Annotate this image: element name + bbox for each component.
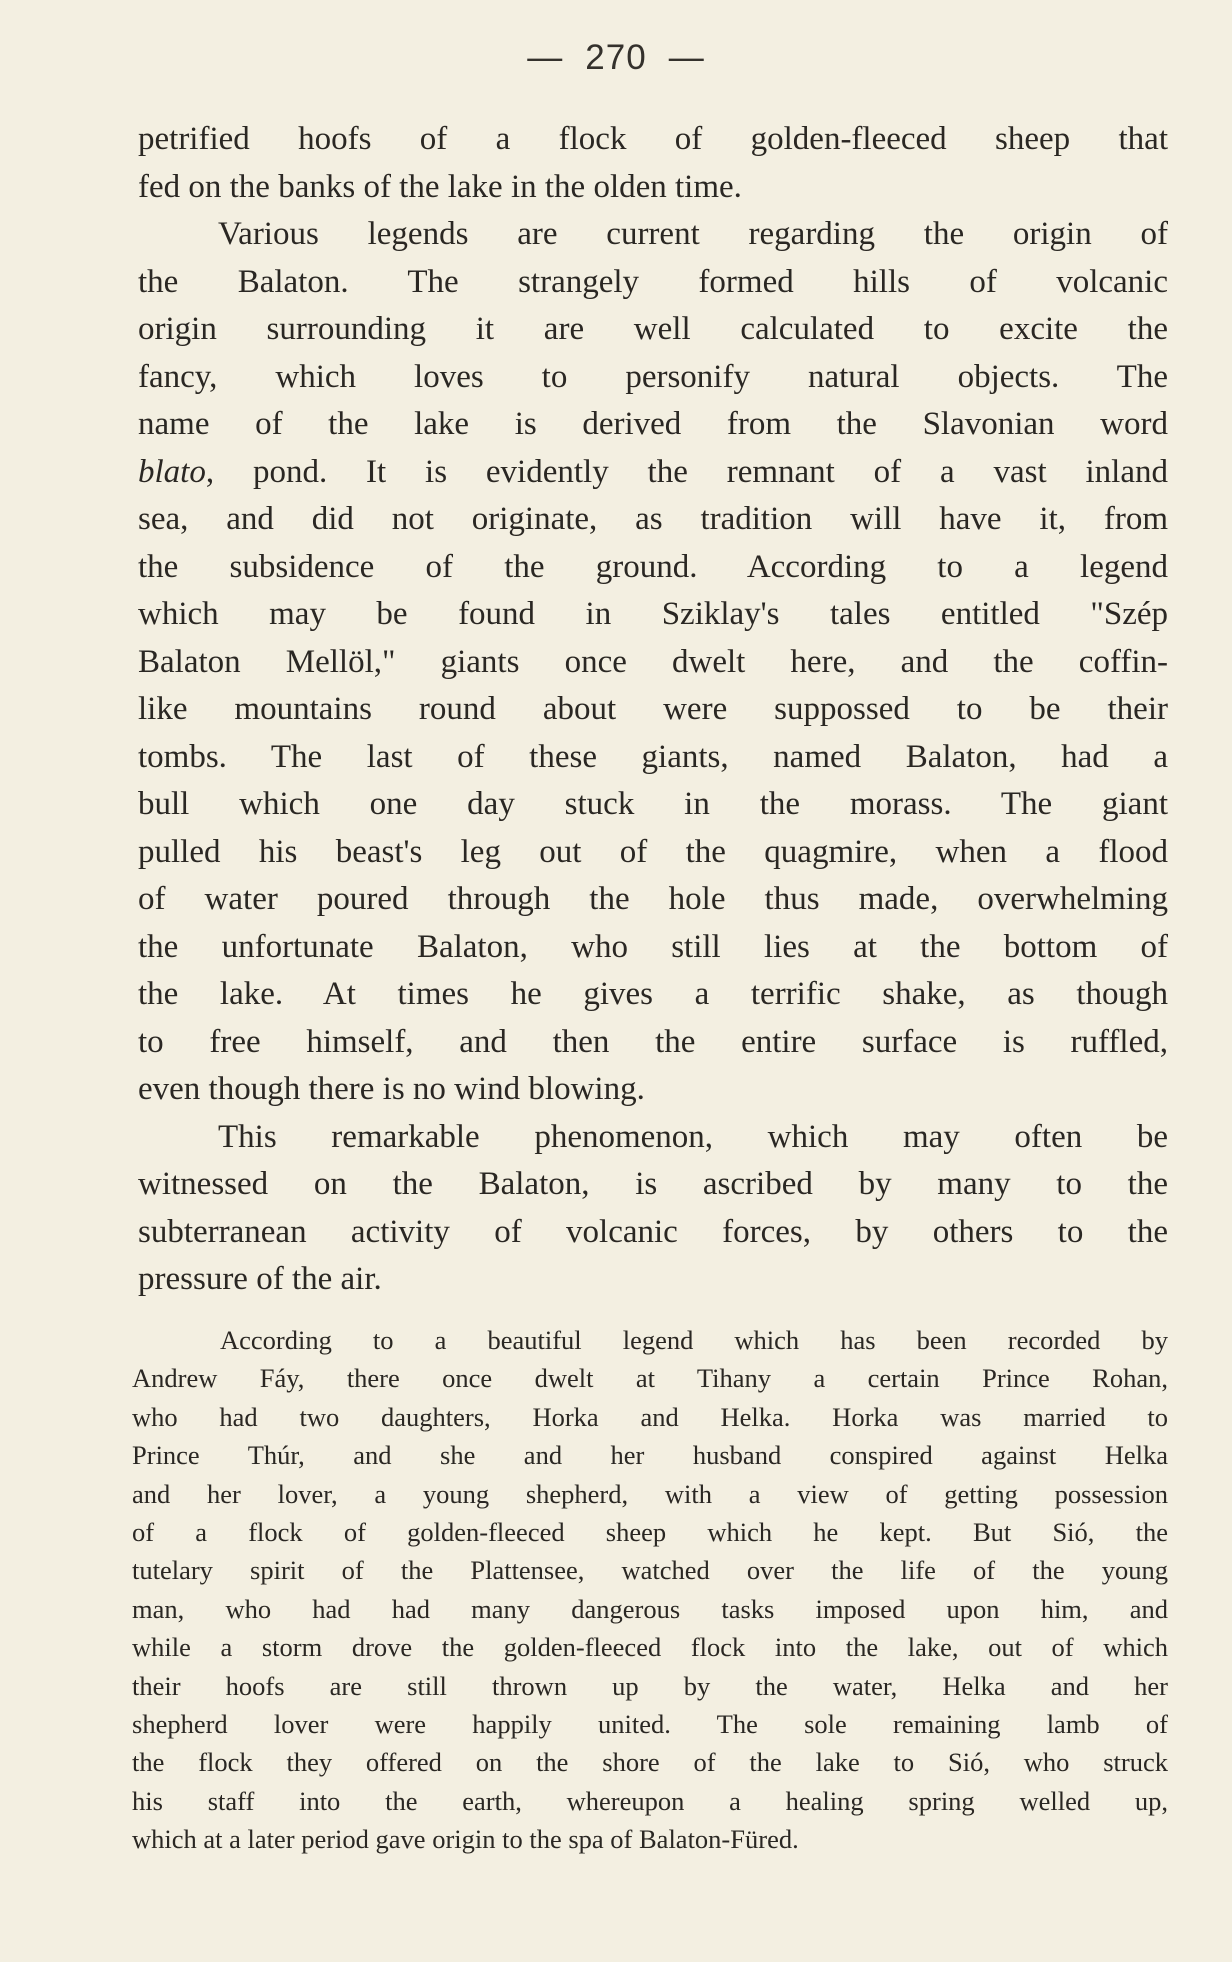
- page-number-dash-right: —: [668, 38, 705, 77]
- main-text-line: the subsidence of the ground. According to a legend: [138, 548, 1168, 585]
- footnote-line: man, who had had many dangerous tasks imposed upon him, and: [132, 1593, 1168, 1624]
- footnote-line: Prince Thúr, and she and her husband conspired against Helka: [132, 1440, 1168, 1471]
- main-text-line: the lake. At times he gives a terrific shake, as though: [138, 976, 1168, 1012]
- main-text-line: subterranean activity of volcanic forces, by others to the: [138, 1213, 1168, 1250]
- main-text-line: pressure of the air.: [138, 1261, 382, 1297]
- footnote-line: Andrew Fáy, there once dwelt at Tihany a certain Prince Rohan,: [132, 1363, 1168, 1394]
- main-text-line: which may be found in Sziklay's tales entitled "Szép: [138, 596, 1168, 632]
- footnote-line: According to a beautiful legend which has been recorded by: [220, 1325, 1168, 1355]
- footnote-line: and her lover, a young shepherd, with a view of getting possession: [132, 1478, 1168, 1509]
- footnote-line: which at a later period gave origin to the spa of Balaton-Füred.: [132, 1824, 799, 1855]
- footnote-line: shepherd lover were happily united. The sole remaining lamb of: [132, 1708, 1168, 1739]
- page-number: 270: [585, 38, 647, 77]
- main-text-line: sea, and did not originate, as tradition will have it, from: [138, 501, 1168, 537]
- main-text-line: name of the lake is derived from the Slavonian word: [138, 406, 1168, 442]
- main-text-line: origin surrounding it are well calculated to excite the: [138, 311, 1168, 347]
- main-text-line: Balaton Mellöl," giants once dwelt here, and the coffin-: [138, 643, 1168, 680]
- main-text-body: [138, 116, 1168, 1304]
- main-text-line: witnessed on the Balaton, is ascribed by many to the: [138, 1166, 1168, 1202]
- footnote-line: tutelary spirit of the Plattensee, watched over the life of the young: [132, 1555, 1168, 1586]
- footnote-line: while a storm drove the golden-fleeced flock into the lake, out of which: [132, 1632, 1168, 1663]
- footnote-line: the flock they offered on the shore of the lake to Sió, who struck: [132, 1747, 1168, 1778]
- main-text-line: to free himself, and then the entire surface is ruffled,: [138, 1023, 1168, 1060]
- footnote-line: of a flock of golden-fleeced sheep which he kept. But Sió, the: [132, 1516, 1168, 1547]
- main-text-line: bull which one day stuck in the morass. The giant: [138, 786, 1168, 822]
- footnote-line: who had two daughters, Horka and Helka. Horka was married to: [132, 1401, 1168, 1432]
- main-text-line: the Balaton. The strangely formed hills of volcanic: [138, 263, 1168, 300]
- main-text-line: tombs. The last of these giants, named Balaton, had a: [138, 738, 1168, 775]
- footnote-line: their hoofs are still thrown up by the water, Helka and her: [132, 1670, 1168, 1701]
- main-text-line: even though there is no wind blowing.: [138, 1071, 645, 1107]
- main-text-line: petrified hoofs of a flock of golden-fleeced sheep that: [138, 121, 1168, 157]
- italic-word: blato: [138, 453, 206, 490]
- main-text-line: the unfortunate Balaton, who still lies at the bottom of: [138, 928, 1168, 965]
- main-text-line: like mountains round about were suppossed to be their: [138, 691, 1168, 727]
- main-text-line: blato, pond. It is evidently the remnant of a vast inland: [138, 453, 1168, 490]
- main-text-line: This remarkable phenomenon, which may often be: [218, 1118, 1168, 1155]
- main-text-line: of water poured through the hole thus made, overwhelming: [138, 881, 1168, 917]
- main-text-line: fancy, which loves to personify natural objects. The: [138, 358, 1168, 395]
- page-number-header: [0, 38, 1232, 78]
- main-text-line: Various legends are current regarding the origin of: [218, 216, 1168, 252]
- main-text-line: fed on the banks of the lake in the olden time.: [138, 168, 742, 205]
- main-text-line: pulled his beast's leg out of the quagmire, when a flood: [138, 833, 1168, 870]
- footnote-line: his staff into the earth, whereupon a healing spring welled up,: [132, 1785, 1168, 1816]
- footnote-body: [132, 1321, 1168, 1858]
- page-number-dash-left: —: [527, 38, 564, 77]
